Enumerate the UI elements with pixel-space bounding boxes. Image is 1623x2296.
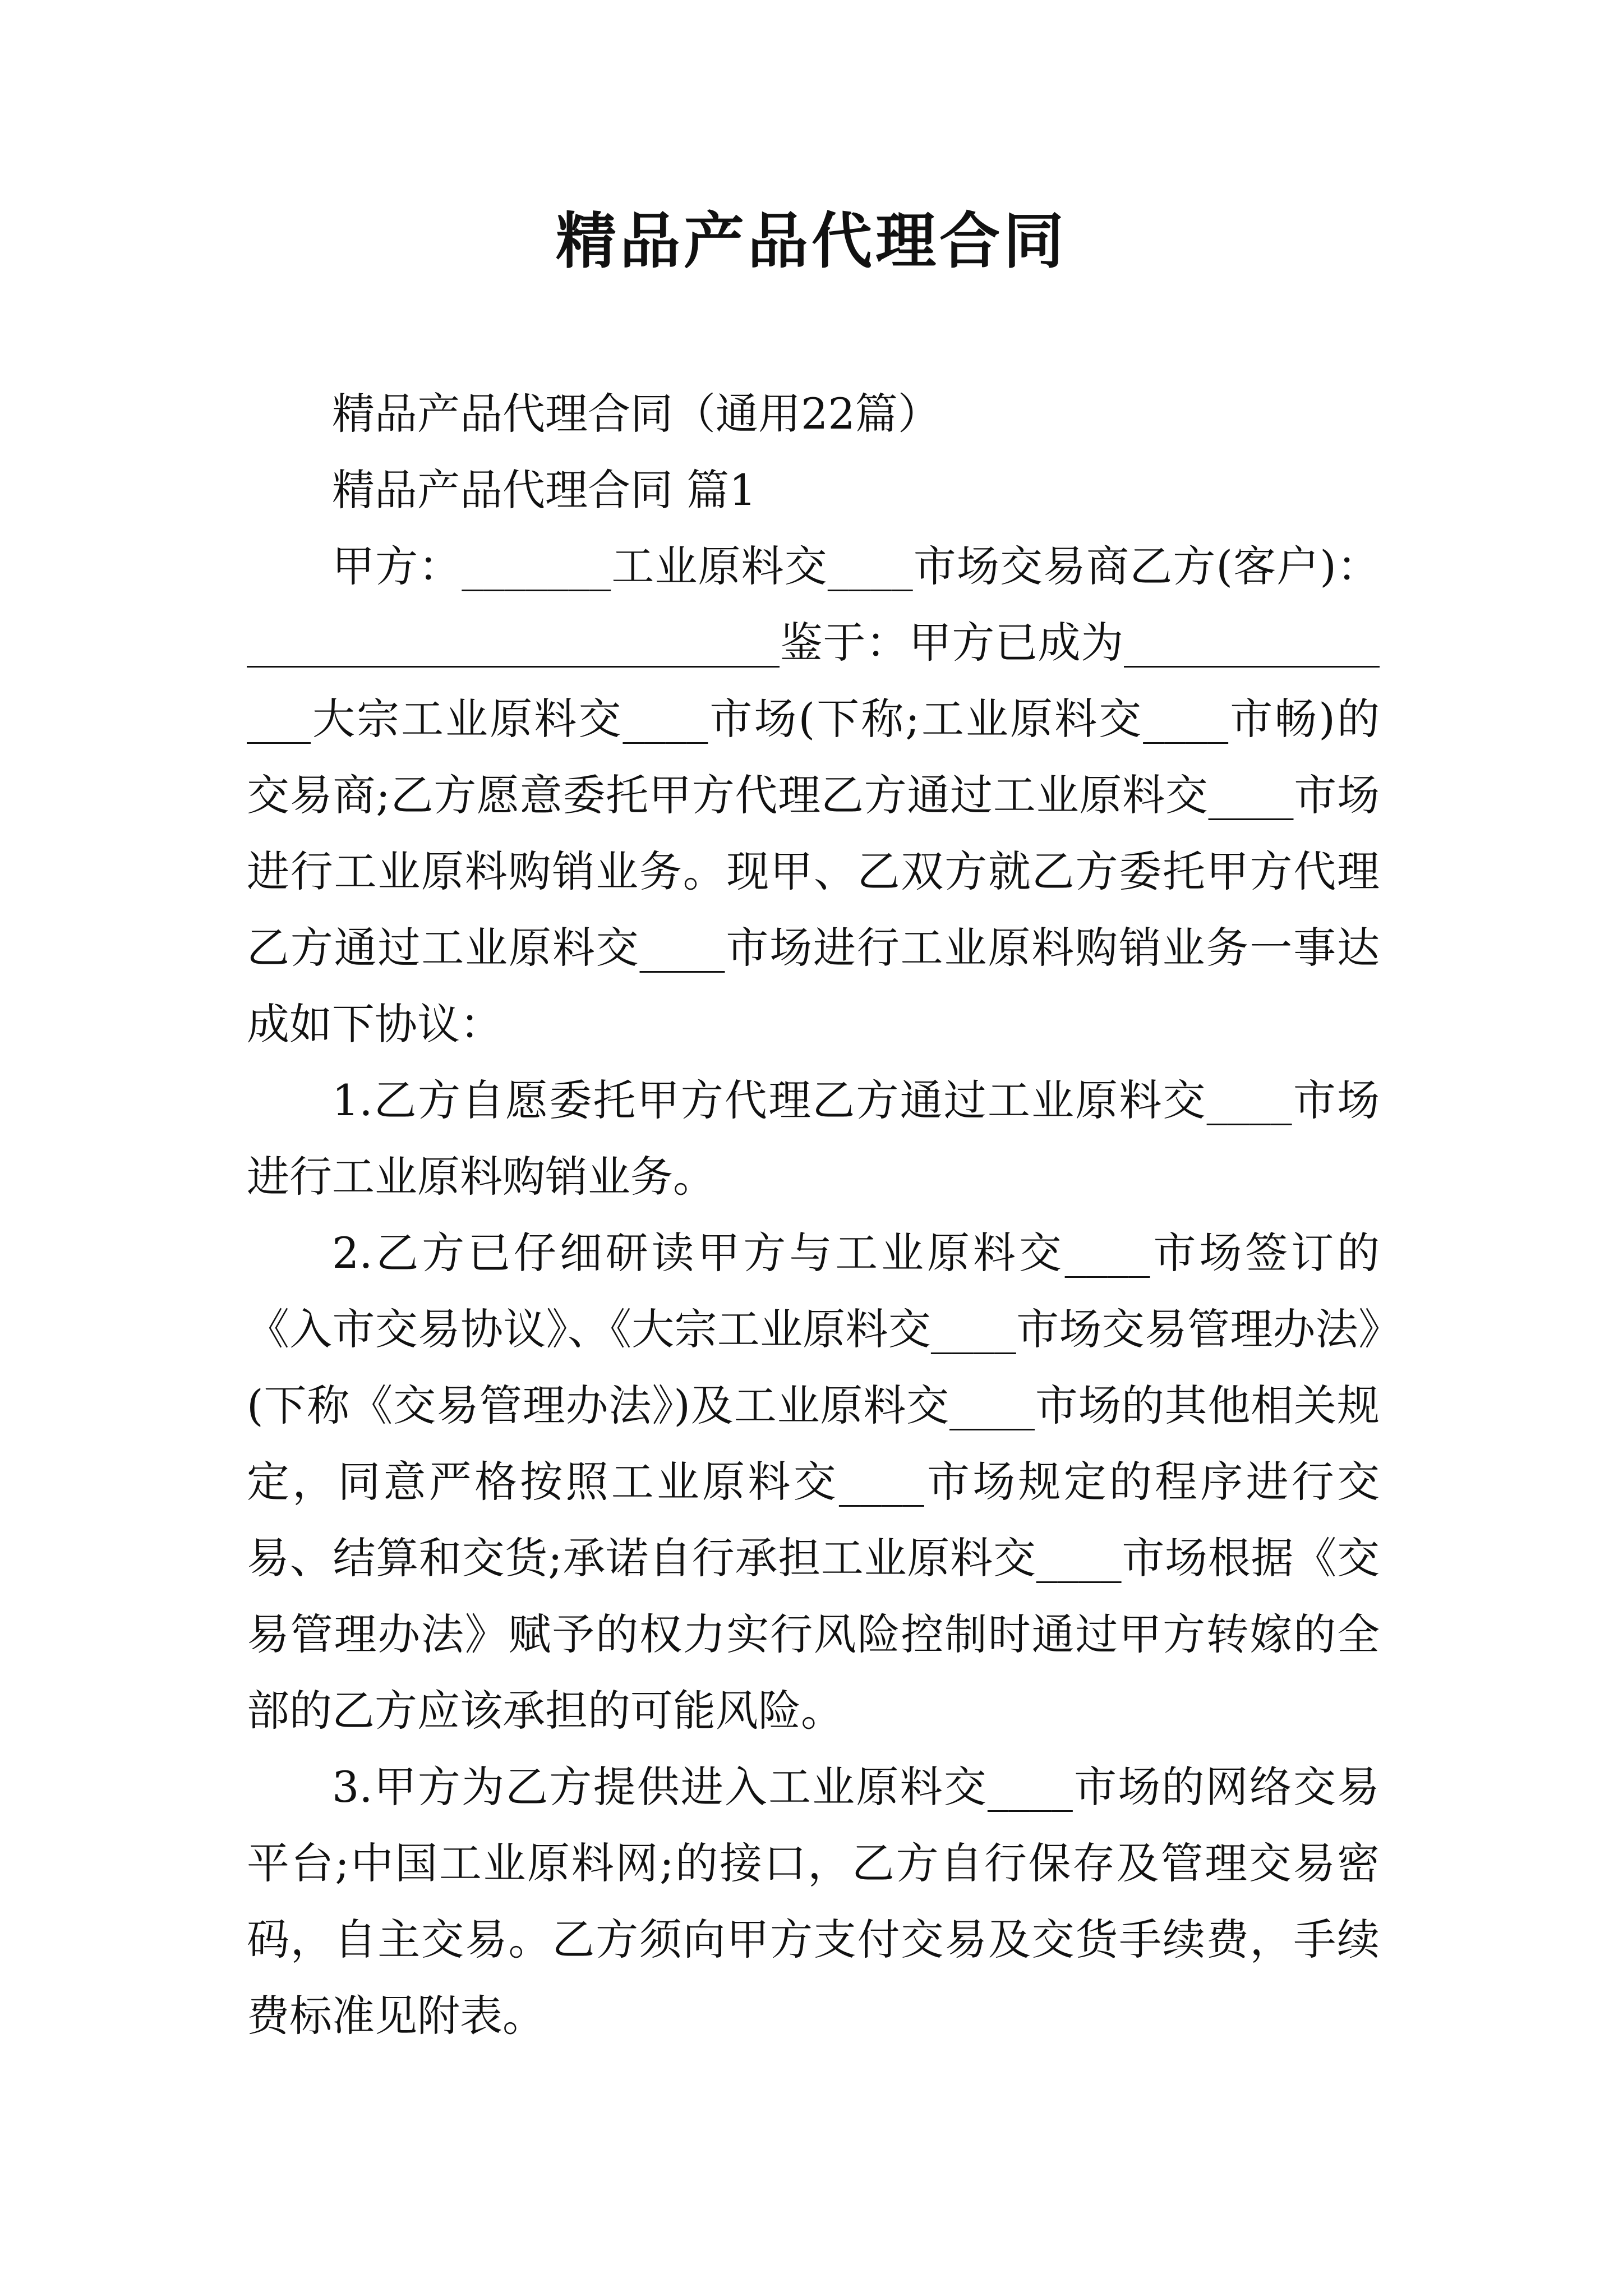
- paragraph-section-heading: 精品产品代理合同 篇1: [332, 465, 757, 515]
- paragraph-clause-2: 2.乙方已仔细研读甲方与工业原料交____市场签订的《入市交易协议》、《大宗工业原料交____市场交易管理办法》(下称《交易管理办法》)及工业原料交____市场的其他相关规定，同意严格按照工业原料交____市场规定的程序进行交易、结算和交货;承诺自行承担工业原料交____市场根据《交易管理办法》赋予的权力实行风险控制时通过甲方转嫁的全部的乙方应该承担的可能风险。: [247, 1228, 1380, 1736]
- paragraph-clause-3: 3.甲方为乙方提供进入工业原料交____市场的网络交易平台;中国工业原料网;的接口，乙方自行保存及管理交易密码，自主交易。乙方须向甲方支付交易及交货手续费，手续费标准见附表。: [247, 1762, 1380, 2041]
- paragraph-parties: 甲方：_______工业原料交____市场交易商乙方(客户)：_________________________鉴于：甲方已成为_______________大宗工业原料交____市场(下称;工业原料交____市畅)的交易商;乙方愿意委托甲方代理乙方通过工业原料交____市场进行工业原料购销业务。现甲、乙双方就乙方委托甲方代理乙方通过工业原料交____市场进行工业原料购销业务一事达成如下协议：: [247, 541, 1380, 1049]
- document-title: 精品产品代理合同: [555, 206, 1067, 277]
- document-body: [247, 376, 1380, 2054]
- paragraph-subtitle: 精品产品代理合同（通用22篇）: [332, 389, 940, 439]
- paragraph-clause-1: 1.乙方自愿委托甲方代理乙方通过工业原料交____市场进行工业原料购销业务。: [247, 1075, 1380, 1202]
